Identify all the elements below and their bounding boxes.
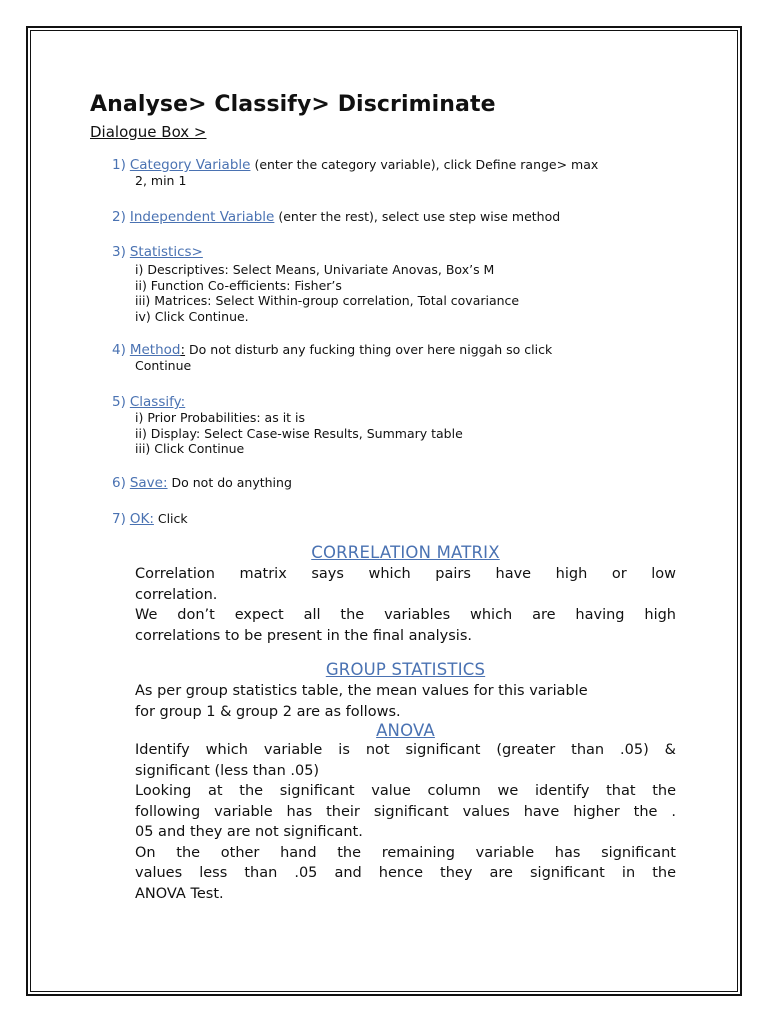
step-number: 1) [112, 157, 126, 173]
step-5 [112, 394, 185, 410]
step-number: 3) [112, 244, 126, 260]
step-5-sublist [135, 410, 463, 457]
group-statistics-paragraph [135, 681, 676, 722]
step-heading: Independent Variable [129, 209, 275, 225]
paragraph-line: 05 and they are not significant. [135, 824, 363, 840]
list-item: i) Descriptives: Select Means, Univariate Anovas, Box’s M [135, 262, 495, 277]
step-heading: Classify: [129, 394, 186, 410]
paragraph-line: We don’t expect all the variables which are having high [135, 607, 676, 623]
step-number: 7) [112, 511, 126, 527]
paragraph-line: following variable has their significant values have higher the . [135, 803, 676, 820]
dialogue-box-heading: Dialogue Box > [90, 123, 207, 141]
step-number: 5) [112, 394, 126, 410]
step-3-sublist [135, 262, 519, 324]
step-text: Do not do anything [167, 475, 292, 490]
step-text-continued: Continue [135, 358, 192, 373]
paragraph-line: for group 1 & group 2 are as follows. [135, 703, 401, 720]
paragraph-line: significant (less than .05) [135, 762, 320, 779]
step-7 [112, 511, 188, 527]
list-item: ii) Function Co-efficients: Fisher’s [135, 277, 342, 293]
group-statistics-heading: GROUP STATISTICS [325, 660, 486, 679]
anova-heading: ANOVA [376, 721, 435, 740]
paragraph-line: correlation. [135, 586, 218, 603]
paragraph-line: correlations to be present in the final analysis. [135, 627, 472, 644]
step-text: (enter the category variable), click Define range> max [250, 157, 599, 172]
step-1 [112, 157, 598, 188]
step-2 [112, 209, 560, 225]
step-3 [112, 244, 203, 260]
step-text: Do not disturb any fucking thing over here niggah so click [185, 342, 553, 357]
list-item: iv) Click Continue. [135, 308, 249, 324]
step-heading: Method [129, 342, 181, 358]
step-text: Click [153, 511, 188, 526]
step-heading: Save: [129, 475, 168, 491]
list-item: iii) Click Continue [135, 441, 245, 456]
paragraph-line: On the other hand the remaining variable has significant [135, 844, 676, 861]
paragraph-line: ANOVA Test. [135, 885, 224, 902]
step-heading: OK: [129, 511, 154, 527]
paragraph-line: Correlation matrix says which pairs have high or low [135, 566, 676, 582]
step-heading: Category Variable [129, 157, 251, 173]
paragraph-line: Looking at the significant value column we identify that the [135, 783, 676, 799]
list-item: i) Prior Probabilities: as it is [135, 410, 306, 425]
step-4 [112, 342, 552, 373]
step-text: (enter the rest), select use step wise method [274, 209, 561, 224]
page-title: Analyse> Classify> Discriminate [90, 92, 496, 117]
list-item: iii) Matrices: Select Within-group correlation, Total covariance [135, 293, 520, 308]
step-number: 4) [112, 342, 126, 358]
list-item: ii) Display: Select Case-wise Results, Summary table [135, 425, 463, 441]
step-heading: Statistics> [129, 244, 203, 260]
paragraph-line: Identify which variable is not significant (greater than .05) & [135, 742, 676, 758]
step-6 [112, 475, 292, 491]
correlation-matrix-paragraph [135, 564, 676, 646]
step-number: 2) [112, 209, 126, 225]
step-colon: : [180, 342, 186, 358]
correlation-matrix-heading: CORRELATION MATRIX [311, 543, 500, 562]
paragraph-line: values less than .05 and hence they are significant in the [135, 865, 676, 881]
anova-paragraph [135, 740, 676, 904]
step-number: 6) [112, 475, 126, 491]
step-text-continued: 2, min 1 [135, 173, 187, 188]
paragraph-line: As per group statistics table, the mean values for this variable [135, 683, 588, 699]
